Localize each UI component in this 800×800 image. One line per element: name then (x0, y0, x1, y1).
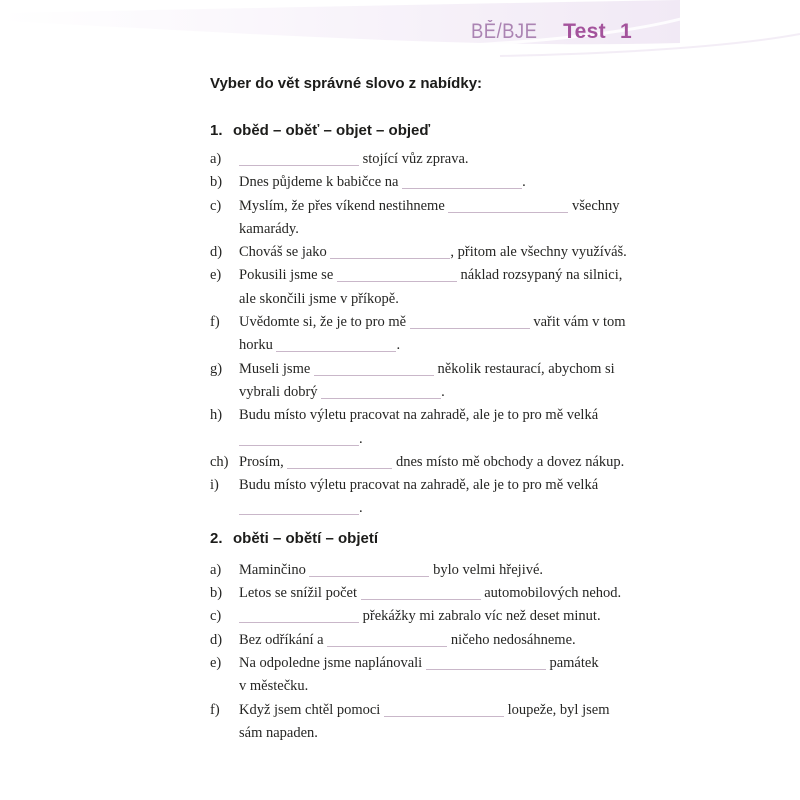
item-label: g) (210, 360, 223, 377)
item-line (210, 148, 640, 171)
item-line (210, 451, 640, 474)
item-line (210, 381, 640, 404)
item-line (210, 428, 640, 451)
blank-line (314, 363, 434, 376)
item-label: i) (210, 477, 219, 494)
sentence-text: Na odpoledne jsme naplánovali památek (239, 654, 599, 671)
sentence-text: kamarády. (239, 220, 299, 237)
item-label: b) (210, 174, 223, 191)
exercise-items (210, 559, 640, 745)
exercise-word-bank: oběd – oběť – objet – objeď (233, 122, 431, 139)
item-label: a) (210, 561, 222, 578)
test-number-label: Test 1 (563, 20, 632, 43)
blank-line (330, 246, 450, 259)
blank-line (337, 269, 457, 282)
sentence-text: Maminčino bylo velmi hřejivé. (239, 561, 544, 578)
blank-line (327, 634, 447, 647)
blank-line (384, 704, 504, 717)
sentence-text: stojící vůz zprava. (239, 148, 640, 171)
item-line (210, 559, 640, 582)
sentence-text: Pokusili jsme se náklad rozsypaný na silnici, (239, 267, 623, 284)
item-label (210, 218, 239, 241)
item-label: e) (210, 267, 222, 284)
item-line (210, 652, 640, 675)
item-label: c) (210, 197, 222, 214)
item-line (210, 629, 640, 652)
item-line (210, 171, 640, 194)
item-label (210, 722, 239, 745)
blank-line (402, 176, 522, 189)
sentence-text: Když jsem chtěl pomoci loupeže, byl jsem (239, 701, 610, 718)
item-label (210, 428, 239, 451)
item-line (210, 358, 640, 381)
blank-line (239, 433, 359, 446)
item-line (210, 218, 640, 241)
exercise-heading (210, 121, 640, 141)
item-line (210, 722, 640, 745)
item-label (210, 288, 239, 311)
sentence-text: Prosím, dnes místo mě obchody a dovez nákup. (239, 453, 625, 470)
sentence-text: ale skončili jsme v příkopě. (239, 290, 399, 307)
sentence-text: v městečku. (239, 678, 309, 695)
item-line (210, 264, 640, 287)
item-label (210, 497, 239, 520)
item-label: f) (210, 314, 220, 331)
sentence-text: Museli jsme několik restaurací, abychom si (239, 360, 615, 377)
sentence-text: Dnes půjdeme k babičce na . (239, 174, 526, 191)
sentence-text: Bez odříkání a ničeho nedosáhneme. (239, 631, 576, 648)
blank-line (239, 153, 359, 166)
item-label: b) (210, 585, 223, 602)
sentence-text: Budu místo výletu pracovat na zahradě, ale je to pro mě velká (239, 407, 599, 424)
worksheet-content (210, 74, 640, 751)
category-label: BĚ/BJE (470, 20, 538, 43)
sentence-text: Letos se snížil počet automobilových nehod. (239, 585, 622, 602)
sentence-text: vybrali dobrý . (239, 383, 445, 400)
blank-line (309, 564, 429, 577)
exercise-number: 1. (210, 122, 223, 139)
item-label: d) (210, 244, 223, 261)
item-label: h) (210, 407, 223, 424)
item-line (210, 241, 640, 264)
item-line (210, 288, 640, 311)
exercise-heading (210, 529, 640, 549)
sentence-text: sám napaden. (239, 724, 318, 741)
item-label: ch) (210, 453, 229, 470)
sentence-text: . (239, 428, 640, 451)
blank-line (321, 386, 441, 399)
item-line (210, 582, 640, 605)
item-line (210, 334, 640, 357)
sentence-text: Chováš se jako , přitom ale všechny využíváš. (239, 244, 627, 261)
sentence-text: Myslím, že přes víkend nestihneme všechny (239, 197, 620, 214)
item-line (210, 404, 640, 427)
sentence-text: překážky mi zabralo víc než deset minut. (239, 605, 640, 628)
item-line (210, 311, 640, 334)
item-line (210, 699, 640, 722)
item-label: f) (210, 701, 220, 718)
item-label: c) (210, 608, 222, 625)
blank-line (276, 339, 396, 352)
exercises-container (210, 121, 640, 745)
exercise-number: 2. (210, 529, 223, 547)
sentence-text: Uvědomte si, že je to pro mě vařit vám v tom (239, 314, 626, 331)
exercise-word-bank: oběti – obětí – objetí (233, 529, 379, 547)
blank-line (410, 316, 530, 329)
item-line (210, 474, 640, 497)
item-label: a) (210, 151, 222, 167)
item-label (210, 334, 239, 357)
item-line (210, 195, 640, 218)
item-label: d) (210, 631, 223, 648)
blank-line (239, 610, 359, 623)
blank-line (361, 587, 481, 600)
blank-line (448, 200, 568, 213)
blank-line (239, 502, 359, 515)
sentence-text: . (239, 497, 640, 520)
item-line (210, 497, 640, 520)
exercise-items (210, 148, 640, 521)
item-line (210, 675, 640, 698)
item-line (210, 605, 640, 628)
item-label (210, 381, 239, 404)
item-label (210, 675, 239, 698)
item-label: e) (210, 654, 222, 671)
page-header (0, 20, 632, 44)
sentence-text: Budu místo výletu pracovat na zahradě, ale je to pro mě velká (239, 477, 599, 494)
sentence-text: horku . (239, 337, 401, 354)
instruction-text: Vyber do vět správné slovo z nabídky: (210, 75, 483, 92)
blank-line (287, 456, 392, 469)
blank-line (426, 657, 546, 670)
